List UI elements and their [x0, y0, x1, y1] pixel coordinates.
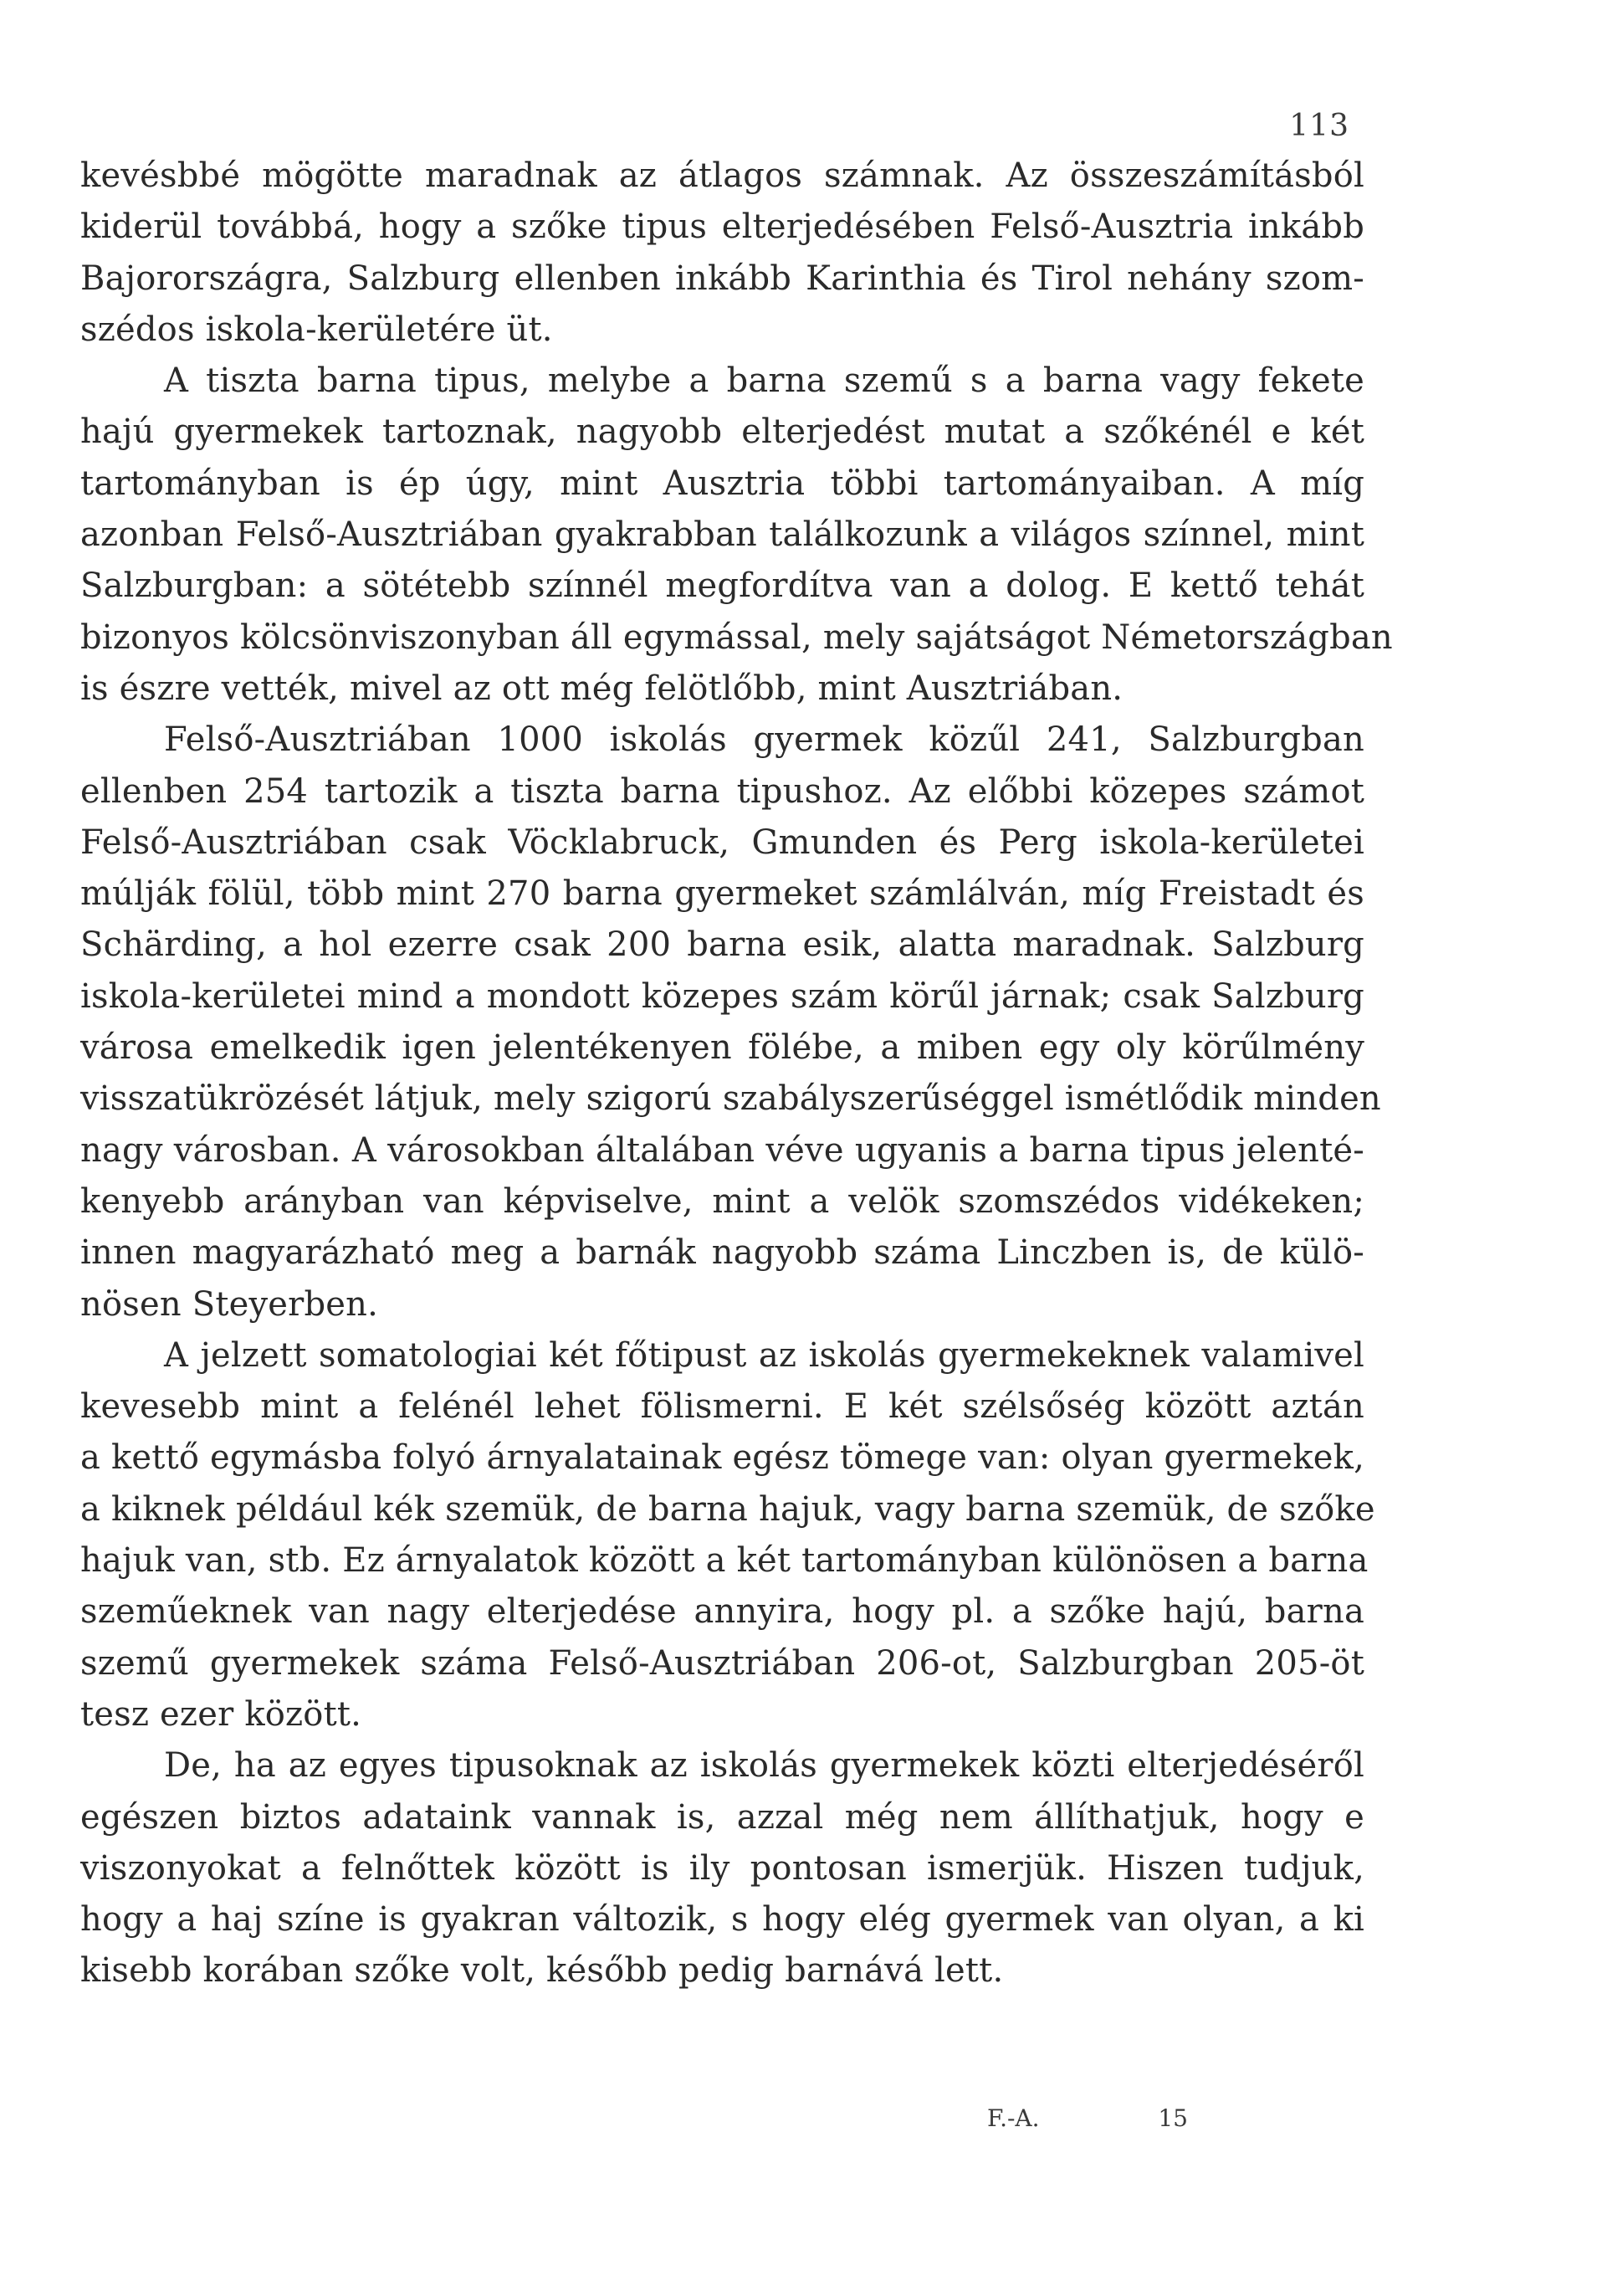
- text-line: Schärding, a hol ezerre csak 200 barna esik, alatta maradnak. Salzburg: [80, 925, 1364, 965]
- text-line: A jelzett somatologiai két főtipust az iskolás gyermekeknek valamivel: [164, 1335, 1364, 1375]
- text-line: hajuk van, stb. Ez árnyalatok között a két tartományban különösen a barna: [80, 1541, 1369, 1581]
- text-line: múlják fölül, több mint 270 barna gyermeket számlálván, míg Freistadt és: [80, 874, 1364, 914]
- text-line: Felső-Ausztriában 1000 iskolás gyermek közűl 241, Salzburgban: [164, 720, 1364, 760]
- text-line: nagy városban. A városokban általában véve ugyanis a barna tipus jelenté-: [80, 1130, 1364, 1170]
- text-line: Salzburgban: a sötétebb színnél megfordítva van a dolog. E kettő tehát: [80, 566, 1364, 606]
- text-line: is észre vették, mivel az ott még felötlőbb, mint Ausztriában.: [80, 669, 1124, 708]
- text-line: azonban Felső-Ausztriában gyakrabban találkozunk a világos színnel, mint: [80, 515, 1364, 555]
- text-line: ellenben 254 tartozik a tiszta barna tipushoz. Az előbbi közepes számot: [80, 771, 1364, 811]
- text-line: iskola-kerületei mind a mondott közepes szám körűl járnak; csak Salzburg: [80, 976, 1364, 1016]
- text-line: hogy a haj színe is gyakran változik, s hogy elég gyermek van olyan, a ki: [80, 1900, 1364, 1940]
- text-line: bizonyos kölcsönviszonyban áll egymással, mely sajátságot Németországban: [80, 618, 1393, 657]
- page-number: 113: [1289, 109, 1349, 143]
- text-line: egészen biztos adataink vannak is, azzal még nem állíthatjuk, hogy e: [80, 1797, 1364, 1837]
- signature-mark: F.-A.: [987, 2104, 1040, 2132]
- text-line: kenyebb arányban van képviselve, mint a velök szomszédos vidékeken;: [80, 1181, 1364, 1221]
- text-line: kisebb korában szőke volt, később pedig barnává lett.: [80, 1951, 1004, 1991]
- text-line: városa emelkedik igen jelentékenyen fölébe, a miben egy oly körűlmény: [80, 1028, 1364, 1068]
- text-line: innen magyarázható meg a barnák nagyobb száma Linczben is, de külö-: [80, 1233, 1364, 1273]
- text-line: szeműeknek van nagy elterjedése annyira, hogy pl. a szőke hajú, barna: [80, 1592, 1364, 1632]
- text-line: szédos iskola-kerületére üt.: [80, 310, 553, 349]
- text-line: nösen Steyerben.: [80, 1284, 379, 1324]
- text-line: kevésbbé mögötte maradnak az átlagos számnak. Az összeszámításból: [80, 156, 1364, 195]
- text-line: a kiknek például kék szemük, de barna hajuk, vagy barna szemük, de szőke: [80, 1489, 1375, 1529]
- text-line: visszatükrözését látjuk, mely szigorú szabályszerűséggel ismétlődik minden: [80, 1079, 1381, 1119]
- text-line: szemű gyermekek száma Felső-Ausztriában 206-ot, Salzburgban 205-öt: [80, 1643, 1364, 1683]
- text-line: a kettő egymásba folyó árnyalatainak egész tömege van: olyan gyermekek,: [80, 1438, 1364, 1478]
- text-line: kevesebb mint a felénél lehet fölismerni. E két szélsőség között aztán: [80, 1387, 1364, 1427]
- text-line: Felső-Ausztriában csak Vöcklabruck, Gmunden és Perg iskola-kerületei: [80, 823, 1364, 862]
- text-line: tartományban is ép úgy, mint Ausztria többi tartományaiban. A míg: [80, 464, 1364, 503]
- text-line: tesz ezer között.: [80, 1694, 362, 1734]
- text-line: A tiszta barna tipus, melybe a barna szemű s a barna vagy fekete: [164, 361, 1364, 401]
- signature-footer: [987, 2104, 1188, 2132]
- text-line: De, ha az egyes tipusoknak az iskolás gyermekek közti elterjedéséről: [164, 1746, 1364, 1786]
- text-line: hajú gyermekek tartoznak, nagyobb elterjedést mutat a szőkénél e két: [80, 413, 1364, 452]
- body-text: [80, 151, 1393, 1997]
- text-line: Bajorországra, Salzburg ellenben inkább Karinthia és Tirol nehány szom-: [80, 259, 1364, 298]
- text-line: kiderül továbbá, hogy a szőke tipus elterjedésében Felső-Ausztria inkább: [80, 208, 1364, 247]
- signature-number: 15: [1158, 2104, 1188, 2132]
- text-line: viszonyokat a felnőttek között is ily pontosan ismerjük. Hiszen tudjuk,: [80, 1848, 1364, 1888]
